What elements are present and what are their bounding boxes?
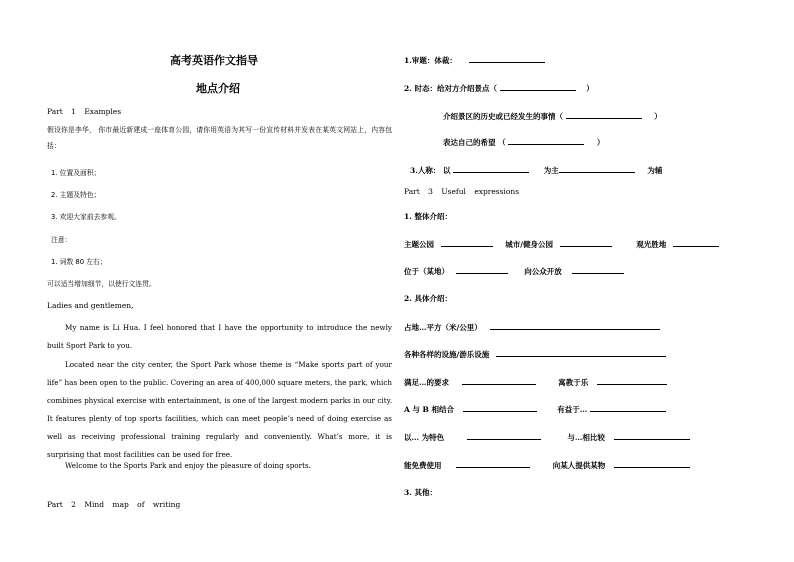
answer-blank[interactable]	[673, 238, 719, 247]
question-tense-hope-label: 表达自己的希望 （	[443, 138, 506, 147]
answer-blank[interactable]	[508, 136, 584, 145]
note-label: 注意：	[51, 236, 72, 244]
answer-blank[interactable]	[597, 376, 667, 385]
part1-heading: Part 1 Examples	[47, 107, 122, 116]
question-tense-label: 2. 时态：给对方介绍景点（	[404, 84, 497, 93]
expr-open-to-public: 向公众开放	[524, 267, 562, 276]
expression-row-3	[404, 321, 660, 333]
note-item: 可以适当增加细节，以使行文连贯。	[47, 280, 156, 288]
paren-close: ）	[586, 84, 594, 93]
section-specific: 2. 具体介绍：	[404, 294, 452, 303]
page-subtitle: 地点介绍	[196, 82, 240, 95]
answer-blank[interactable]	[614, 431, 690, 440]
note-item: 1. 词数 80 左右；	[51, 258, 107, 266]
answer-blank[interactable]	[453, 164, 529, 173]
answer-blank[interactable]	[467, 431, 541, 440]
expr-feature: 以… 为特色	[404, 433, 445, 442]
question-genre	[404, 54, 545, 66]
expr-meet-needs: 满足…的要求	[404, 378, 449, 387]
content-item: 1. 位置及面积；	[51, 169, 101, 177]
answer-blank[interactable]	[500, 82, 576, 91]
question-genre-label: 1.审题：体裁：	[404, 56, 457, 65]
expression-row-7	[404, 431, 690, 443]
expr-combine: A 与 B 相结合	[404, 405, 454, 414]
answer-blank[interactable]	[614, 459, 690, 468]
expr-provide: 向某人提供某物	[552, 461, 606, 470]
question-person	[410, 164, 662, 176]
letter-paragraph-3: Welcome to the Sports Park and enjoy the pleasure of doing sports.	[65, 461, 311, 470]
expr-beneficial: 有益于…	[557, 405, 588, 414]
section-overall: 1. 整体介绍：	[404, 212, 452, 221]
expression-row-4	[404, 348, 666, 360]
question-person-secondary: 为辅	[647, 166, 663, 175]
letter-paragraph-1: My name is Li Hua. I feel honored that I have the opportunity to introduce the newly built Sport Park to you.	[47, 323, 392, 350]
answer-blank[interactable]	[560, 238, 612, 247]
expr-facilities: 各种各样的设施/游乐设施	[404, 350, 490, 359]
expression-row-5	[404, 376, 667, 388]
paren-close: ）	[596, 138, 605, 147]
question-tense-hope	[443, 136, 604, 148]
answer-blank[interactable]	[441, 238, 493, 247]
part3-heading: Part 3 Useful expressions	[404, 187, 520, 196]
answer-blank[interactable]	[559, 164, 635, 173]
question-tense	[404, 82, 594, 94]
expression-row-6	[404, 403, 666, 415]
question-person-label: 3.人称： 以	[410, 166, 451, 175]
answer-blank[interactable]	[490, 321, 660, 330]
answer-blank[interactable]	[456, 459, 530, 468]
expression-row-8	[404, 459, 690, 471]
task-prompt: 假设你是李华， 你市最近新建成一座体育公园，请你用英语为其写一份宣传材料并发表在某英文网站上，内容包括：	[47, 126, 392, 150]
answer-blank[interactable]	[469, 54, 545, 63]
answer-blank[interactable]	[590, 403, 666, 412]
answer-blank[interactable]	[463, 403, 537, 412]
expr-cover-area: 占地…平方（米/公里）	[404, 323, 482, 332]
question-tense-history-label: 介绍景区的历史或已经发生的事情（	[443, 112, 563, 121]
expr-located-in: 位于（某地）	[404, 267, 449, 276]
expr-edutainment: 寓教于乐	[558, 378, 589, 387]
expr-free-use: 能免费使用	[404, 461, 442, 470]
question-person-main: 为主	[543, 166, 559, 175]
expr-compared: 与…相比较	[567, 433, 605, 442]
expr-scenic-spot: 观光胜地	[636, 240, 667, 249]
content-item: 2. 主题及特色；	[51, 191, 101, 199]
section-other: 3. 其他：	[404, 488, 437, 497]
answer-blank[interactable]	[572, 265, 624, 274]
page-title: 高考英语作文指导	[170, 54, 258, 67]
letter-greeting: Ladies and gentlemen,	[47, 301, 134, 310]
answer-blank[interactable]	[496, 348, 666, 357]
expression-row-2	[404, 265, 624, 277]
letter-paragraph-2: Located near the city center, the Sport Park whose theme is “Make sports part of your life” has been open to the public. Covering an area of 400,000 square meters, the park, which combines physical exercise with entertainment, is one of the largest modern parks in our city. It features plenty of top sports facilities, which can meet people’s need of doing exercise as well as receiving professional training regularly and conveniently. What’s more, it is surprising that most facilities can be used for free.	[47, 360, 392, 459]
paren-close: ）	[654, 112, 662, 121]
content-item: 3. 欢迎大家前去参观。	[51, 213, 121, 221]
answer-blank[interactable]	[566, 110, 642, 119]
answer-blank[interactable]	[456, 265, 508, 274]
part2-heading: Part 2 Mind map of writing	[47, 500, 181, 509]
expression-row-1	[404, 238, 719, 250]
question-tense-history	[443, 110, 662, 122]
answer-blank[interactable]	[462, 376, 536, 385]
expr-city-park: 城市/健身公园	[505, 240, 553, 249]
expr-theme-park: 主题公园	[404, 240, 434, 249]
